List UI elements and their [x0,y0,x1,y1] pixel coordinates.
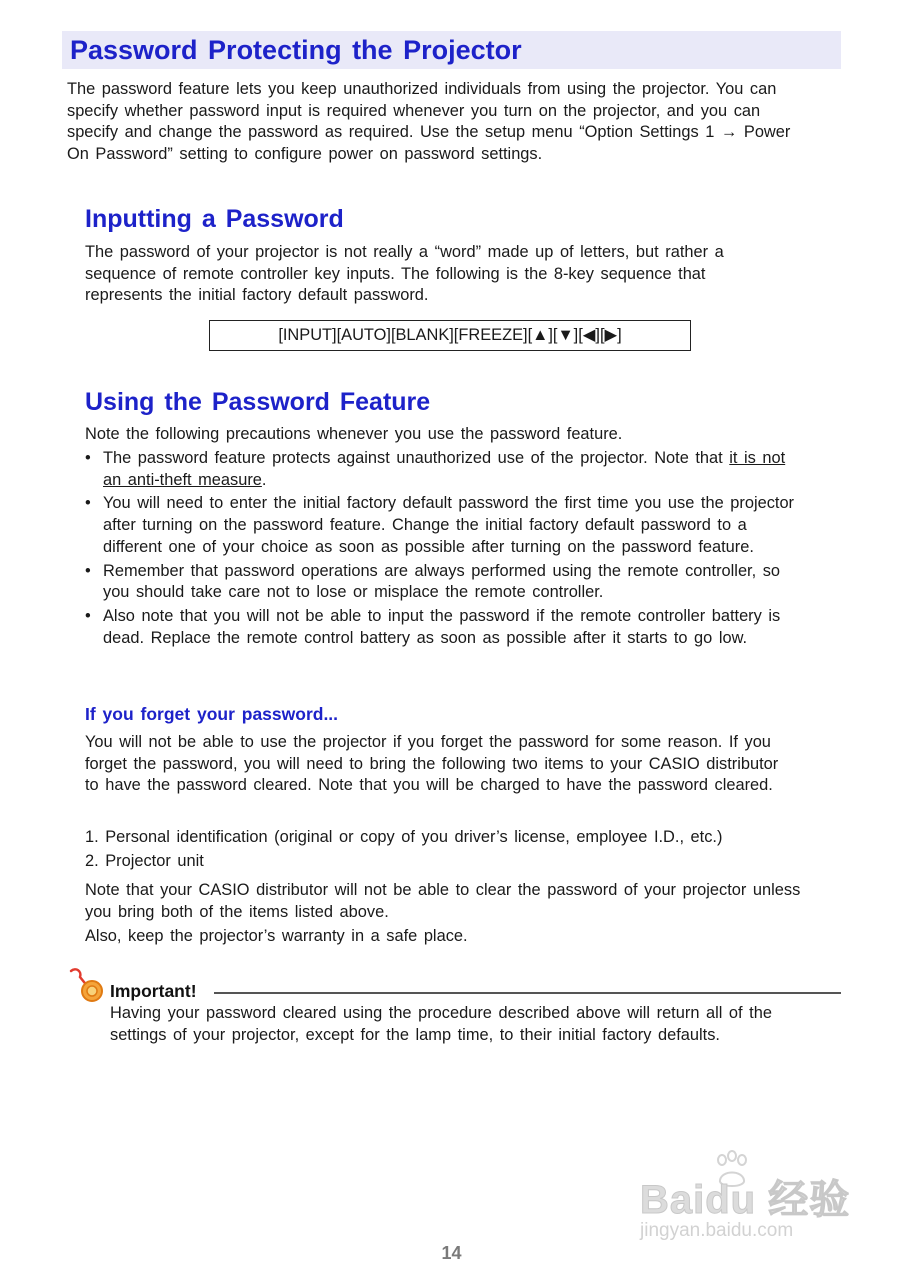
watermark-logo: Baidu 经验 [640,1178,851,1222]
important-divider [214,992,841,994]
list-item [85,606,805,649]
bullet-text: You will need to enter the initial factory default password the first time you use the projector after turning on the password feature. Change the initial factory default password to a different one of your choice as soon as possible after turning on the password feature. [103,494,795,556]
bullet-underlined-text: it is not an anti-theft measure [103,449,786,489]
bullet-marker: • [85,494,91,513]
list-item [85,561,805,604]
intro-paragraph: The password feature lets you keep unauthorized individuals from using the projector. You can specify whether password input is required whenever you turn on the projector, and you can specify and change the password as required. Use the setup menu “Option Settings 1 → Power On Password” setting to configure power on password settings. [67,80,791,164]
list-item: 2. Projector unit [85,851,204,870]
precautions-list [85,448,805,651]
bullet-text: Remember that password operations are always performed using the remote controller, so you should take care not to lose or misplace the remote controller. [103,561,781,602]
page-title: Password Protecting the Projector [70,35,522,65]
precautions-lead: Note the following precautions whenever you use the password feature. [85,425,623,443]
bullet-marker: • [85,561,91,580]
bullet-text: Also note that you will not be able to input the password if the remote controller battery is dead. Replace the remote control battery as soon as possible after it starts to go low. [103,606,781,647]
distributor-note: Note that your CASIO distributor will not be able to clear the password of your projector unless you bring both of the items listed above. [85,881,801,921]
forget-password-heading: If you forget your password... [85,704,339,724]
list-item: 1. Personal identification (original or copy of you driver’s license, employee I.D., etc.) [85,828,723,846]
baidu-watermark [640,1150,860,1250]
inputting-password-body: The password of your projector is not really a “word” made up of letters, but rather a sequence of remote controller key inputs. The following is the 8-key sequence that represents the initial factory default password. [85,243,724,305]
list-item [85,448,805,491]
required-items-list [85,826,722,873]
bullet-marker: • [85,606,91,625]
watermark-url: jingyan.baidu.com [640,1220,794,1241]
inputting-password-heading: Inputting a Password [85,205,344,233]
forget-password-body: You will not be able to use the projector if you forget the password for some reason. If you forget the password, you will need to bring the following two items to your CASIO distributor to have the password cleared. Note that you will be charged to have the password cleared. [85,733,779,795]
bullet-tail: . [261,470,267,489]
page-number: 14 [441,1243,462,1263]
list-item [85,493,805,558]
key-sequence-box: [INPUT][AUTO][BLANK][FREEZE][▲][▼][◀][▶] [209,320,691,351]
using-password-heading: Using the Password Feature [85,388,431,416]
important-label: Important! [110,981,197,1001]
title-bar [62,31,841,69]
important-icon [66,965,106,1005]
warranty-note: Also, keep the projector’s warranty in a safe place. [85,927,468,945]
bullet-text: The password feature protects against unauthorized use of the projector. Note that [103,449,730,467]
important-body: Having your password cleared using the procedure described above will return all of the settings of your projector, except for the lamp time, to their initial factory defaults. [110,1004,772,1044]
bullet-marker: • [85,449,91,467]
